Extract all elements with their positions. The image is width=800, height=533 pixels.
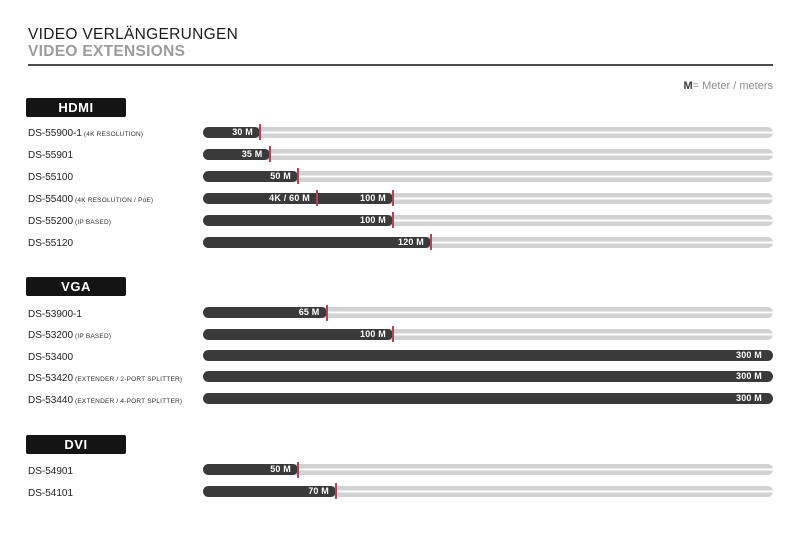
- limit-tick-icon: [297, 462, 299, 478]
- distance-bar: [203, 486, 773, 497]
- distance-bar: [203, 237, 773, 248]
- product-row: [26, 366, 773, 387]
- bar-value-label: 65 M: [298, 307, 320, 318]
- bar-value-label: 100 M: [359, 192, 386, 203]
- section-hdmi: [26, 98, 773, 253]
- bar-track: [203, 127, 773, 138]
- model-number: DS-55400: [28, 194, 74, 205]
- distance-bar: [203, 215, 773, 226]
- section-dvi: [26, 435, 773, 502]
- distance-bar: [203, 464, 773, 475]
- bar-value-label: 30 M: [232, 126, 253, 137]
- model-number: DS-55901: [28, 150, 74, 161]
- distance-bar: [203, 393, 773, 404]
- bar-value-label: 100 M: [359, 328, 386, 339]
- model-note: (IP BASED): [75, 219, 112, 226]
- bar-track: [203, 149, 773, 160]
- bar-value-label: 50 M: [270, 170, 291, 181]
- legend-definition: = Meter / meters: [692, 80, 773, 92]
- model-note: (4K RESOLUTION): [83, 131, 144, 138]
- product-row: [26, 231, 773, 253]
- limit-tick-icon: [326, 305, 328, 321]
- product-row: [26, 209, 773, 231]
- legend-symbol: M: [683, 80, 693, 92]
- limit-tick-icon: [269, 146, 271, 162]
- product-row: [26, 323, 773, 344]
- product-row: [26, 459, 773, 481]
- model-note: (EXTENDER / 2-PORT SPLITTER): [75, 376, 183, 384]
- distance-bar: [203, 149, 773, 160]
- product-row: [26, 388, 773, 409]
- distance-bar: [203, 329, 773, 340]
- bar-value-label: 300 M: [735, 349, 762, 360]
- bar-value-label: 300 M: [735, 392, 762, 403]
- distance-bar: [203, 371, 773, 382]
- model-number: DS-55900-1: [28, 128, 82, 139]
- distance-bar: [203, 127, 773, 138]
- distance-bar: [203, 193, 773, 204]
- product-row: [26, 187, 773, 209]
- product-label: [28, 388, 182, 412]
- unit-legend: [683, 80, 773, 92]
- product-row: [26, 143, 773, 165]
- product-row: [26, 345, 773, 366]
- title-divider: [28, 64, 773, 66]
- product-label: [28, 481, 75, 506]
- limit-tick-icon: [430, 234, 432, 250]
- bar-value-label: 120 M: [397, 236, 424, 247]
- section-vga: [26, 277, 773, 409]
- section-header-vga: VGA: [26, 277, 126, 296]
- section-header-dvi: DVI: [26, 435, 126, 454]
- bar-value-label: 4K / 60 M: [269, 192, 310, 203]
- model-number: DS-54101: [28, 487, 74, 499]
- model-number: DS-54901: [28, 466, 74, 477]
- bar-value-label: 35 M: [241, 148, 263, 159]
- section-rows: [26, 459, 773, 502]
- page-subtitle: VIDEO EXTENSIONS: [28, 43, 186, 60]
- product-label: [28, 231, 75, 256]
- model-number: DS-53400: [28, 351, 74, 363]
- model-number: DS-55100: [28, 172, 74, 183]
- section-rows: [26, 302, 773, 409]
- limit-tick-icon: [259, 124, 261, 140]
- limit-tick-icon: [392, 190, 394, 206]
- distance-bar: [203, 350, 773, 361]
- model-number: DS-53440: [28, 394, 74, 406]
- model-number: DS-53200: [28, 330, 74, 342]
- bar-value-label: 300 M: [735, 371, 762, 382]
- bar-value-label: 70 M: [308, 485, 329, 496]
- limit-tick-icon: [392, 212, 394, 228]
- distance-bar: [203, 307, 773, 318]
- section-header-hdmi: HDMI: [26, 98, 126, 117]
- model-note: (IP BASED): [75, 333, 112, 341]
- page-title: VIDEO VERLÄNGERUNGEN: [28, 26, 239, 43]
- bar-value-label: 50 M: [270, 464, 291, 475]
- model-number: DS-53420: [28, 373, 74, 385]
- bar-value-label: 100 M: [359, 214, 386, 225]
- model-note: (4K RESOLUTION / PoE): [75, 197, 154, 204]
- product-row: [26, 481, 773, 503]
- model-note: (EXTENDER / 4-PORT SPLITTER): [75, 397, 183, 405]
- limit-tick-icon: [392, 326, 394, 342]
- section-rows: [26, 121, 773, 253]
- model-number: DS-55200: [28, 216, 74, 227]
- limit-tick-icon: [297, 168, 299, 184]
- product-row: [26, 121, 773, 143]
- model-number: DS-53900-1: [28, 309, 82, 320]
- model-number: DS-55120: [28, 238, 74, 249]
- product-row: [26, 165, 773, 187]
- product-row: [26, 302, 773, 323]
- distance-bar: [203, 171, 773, 182]
- limit-tick-icon: [335, 483, 337, 499]
